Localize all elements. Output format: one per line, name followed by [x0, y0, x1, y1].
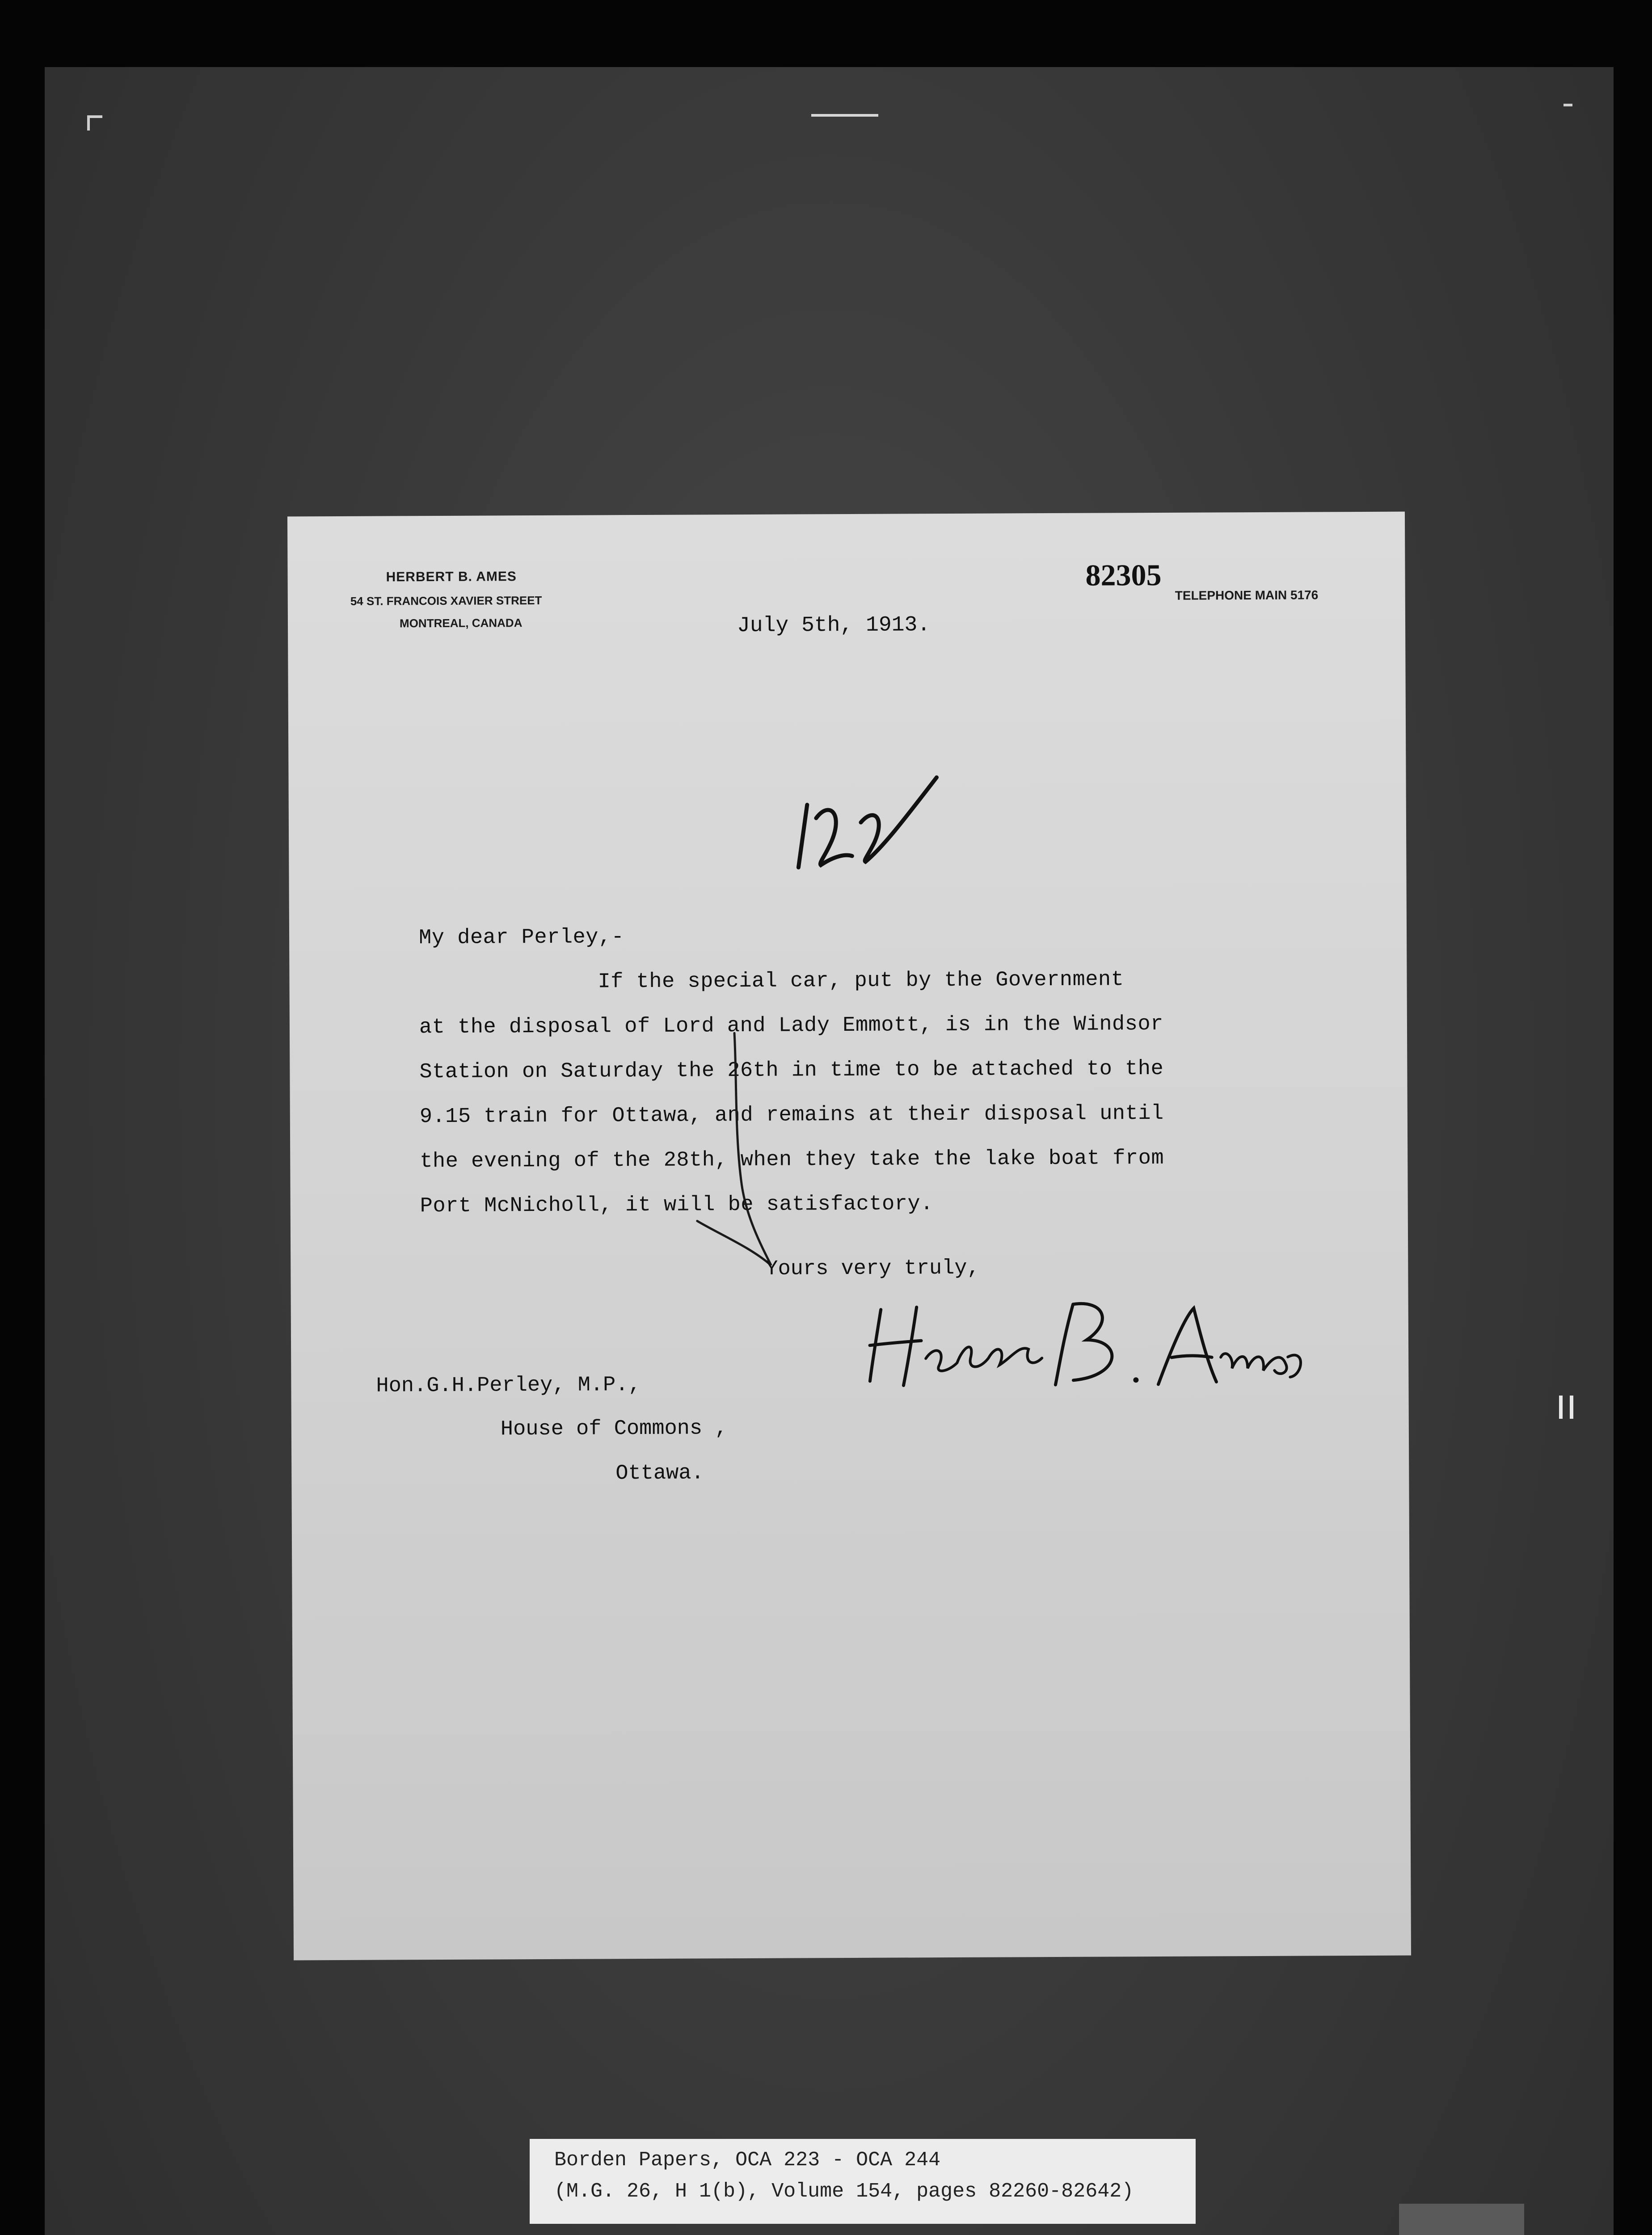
- body-line: at the disposal of Lord and Lady Emmott, is in the Windsor: [419, 1012, 1163, 1040]
- letter-page: [287, 512, 1411, 1961]
- letterhead-telephone: TELEPHONE MAIN 5176: [1175, 588, 1319, 603]
- recipient-city: Ottawa.: [615, 1461, 704, 1486]
- film-edge-mark: [1559, 1396, 1573, 1419]
- document-number-stamp: 82305: [1085, 557, 1162, 592]
- letterhead-street: 54 ST. FRANCOIS XAVIER STREET: [350, 593, 542, 608]
- handwritten-check-mark: [692, 1024, 782, 1275]
- film-top-rule: [811, 114, 878, 117]
- recipient-institution: House of Commons ,: [500, 1417, 728, 1442]
- archive-reference-label: [530, 2139, 1196, 2224]
- letter-date: July 5th, 1913.: [737, 613, 931, 638]
- body-line: 9.15 train for Ottawa, and remains at their disposal until: [419, 1101, 1164, 1129]
- recipient-name: Hon.G.H.Perley, M.P.,: [376, 1373, 641, 1398]
- film-corner-mark-top-left: [87, 115, 102, 131]
- handwritten-annotation: [789, 764, 950, 890]
- archive-reference-collection: Borden Papers, OCA 223 - OCA 244: [554, 2149, 941, 2172]
- letterhead-name: HERBERT B. AMES: [386, 569, 517, 585]
- body-line: the evening of the 28th, when they take the lake boat from: [420, 1146, 1164, 1174]
- salutation: My dear Perley,-: [418, 925, 624, 950]
- letter-closing: Yours very truly,: [765, 1256, 980, 1281]
- body-line: Port McNicholl, it will be satisfactory.: [420, 1192, 933, 1219]
- body-line: If the special car, put by the Government: [598, 968, 1124, 994]
- body-line: Station on Saturday the 26th in time to be attached to the: [419, 1057, 1164, 1084]
- letterhead-city: MONTREAL, CANADA: [399, 616, 523, 630]
- card-background-strip: [1399, 2204, 1524, 2235]
- archive-reference-volume: (M.G. 26, H 1(b), Volume 154, pages 82260-82642): [554, 2180, 1134, 2203]
- film-corner-mark-top-right: [1564, 104, 1572, 119]
- handwritten-signature: [863, 1290, 1311, 1399]
